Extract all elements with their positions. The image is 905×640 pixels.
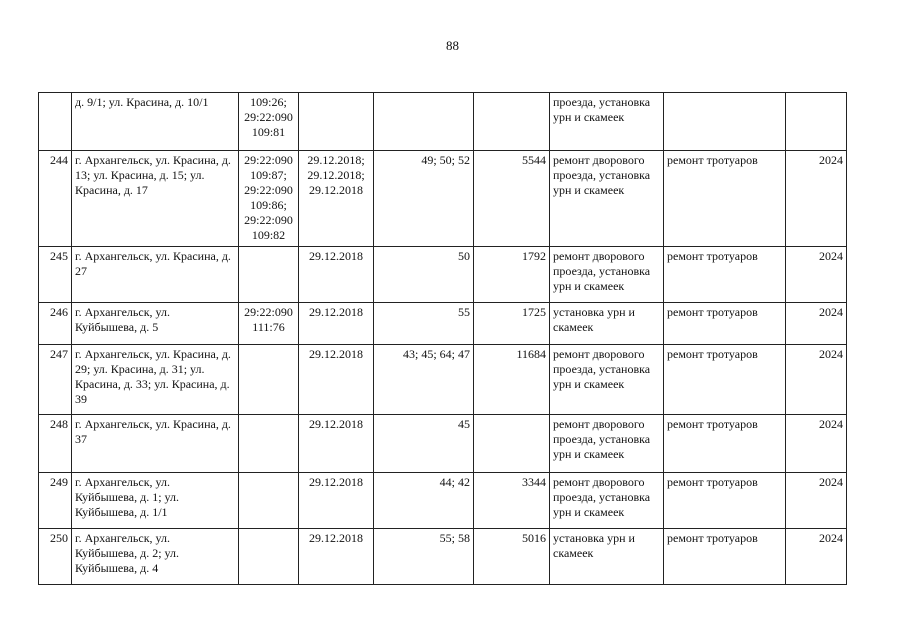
- area-cell: 5544: [474, 151, 550, 247]
- cadastral-cell: 29:22:090 111:76: [239, 303, 299, 345]
- ids-cell: 44; 42: [374, 473, 474, 529]
- works-cell: ремонт дворового проезда, установка урн и скамеек: [550, 151, 664, 247]
- address-cell: д. 9/1; ул. Красина, д. 10/1: [72, 93, 239, 151]
- extra-works-cell: ремонт тротуаров: [664, 345, 786, 415]
- row-number: 245: [39, 247, 72, 303]
- year-cell: 2024: [786, 345, 847, 415]
- extra-works-cell: ремонт тротуаров: [664, 303, 786, 345]
- area-cell: 11684: [474, 345, 550, 415]
- date-cell: 29.12.2018: [299, 345, 374, 415]
- area-cell: 5016: [474, 529, 550, 585]
- year-cell: 2024: [786, 473, 847, 529]
- ids-cell: 55: [374, 303, 474, 345]
- works-cell: установка урн и скамеек: [550, 303, 664, 345]
- date-cell: 29.12.2018; 29.12.2018; 29.12.2018: [299, 151, 374, 247]
- addresses-table: [38, 92, 847, 585]
- works-cell: проезда, установка урн и скамеек: [550, 93, 664, 151]
- ids-cell: 50: [374, 247, 474, 303]
- year-cell: 2024: [786, 415, 847, 473]
- area-cell: 1725: [474, 303, 550, 345]
- cadastral-cell: [239, 529, 299, 585]
- area-cell: [474, 415, 550, 473]
- area-cell: [474, 93, 550, 151]
- date-cell: 29.12.2018: [299, 247, 374, 303]
- year-cell: [786, 93, 847, 151]
- year-cell: 2024: [786, 303, 847, 345]
- address-cell: г. Архангельск, ул. Красина, д. 13; ул. Красина, д. 15; ул. Красина, д. 17: [72, 151, 239, 247]
- address-cell: г. Архангельск, ул. Красина, д. 37: [72, 415, 239, 473]
- table-row: [39, 529, 847, 585]
- extra-works-cell: ремонт тротуаров: [664, 473, 786, 529]
- works-cell: ремонт дворового проезда, установка урн и скамеек: [550, 473, 664, 529]
- cadastral-cell: 109:26; 29:22:090 109:81: [239, 93, 299, 151]
- cadastral-cell: [239, 415, 299, 473]
- row-number: 249: [39, 473, 72, 529]
- ids-cell: 43; 45; 64; 47: [374, 345, 474, 415]
- ids-cell: 45: [374, 415, 474, 473]
- date-cell: 29.12.2018: [299, 473, 374, 529]
- table-row: [39, 247, 847, 303]
- area-cell: 3344: [474, 473, 550, 529]
- ids-cell: [374, 93, 474, 151]
- table-row: [39, 151, 847, 247]
- works-cell: ремонт дворового проезда, установка урн и скамеек: [550, 415, 664, 473]
- ids-cell: 55; 58: [374, 529, 474, 585]
- date-cell: 29.12.2018: [299, 303, 374, 345]
- area-cell: 1792: [474, 247, 550, 303]
- works-cell: ремонт дворового проезда, установка урн и скамеек: [550, 345, 664, 415]
- row-number: 247: [39, 345, 72, 415]
- cadastral-cell: 29:22:090 109:87; 29:22:090 109:86; 29:22:090 109:82: [239, 151, 299, 247]
- table-row: [39, 473, 847, 529]
- table-row: [39, 93, 847, 151]
- date-cell: [299, 93, 374, 151]
- row-number: 248: [39, 415, 72, 473]
- address-cell: г. Архангельск, ул. Красина, д. 29; ул. Красина, д. 31; ул. Красина, д. 33; ул. Красина, д. 39: [72, 345, 239, 415]
- extra-works-cell: [664, 93, 786, 151]
- table-row: [39, 303, 847, 345]
- address-cell: г. Архангельск, ул. Красина, д. 27: [72, 247, 239, 303]
- cadastral-cell: [239, 247, 299, 303]
- ids-cell: 49; 50; 52: [374, 151, 474, 247]
- page-number: 88: [446, 38, 459, 53]
- year-cell: 2024: [786, 247, 847, 303]
- extra-works-cell: ремонт тротуаров: [664, 247, 786, 303]
- date-cell: 29.12.2018: [299, 529, 374, 585]
- table-row: [39, 345, 847, 415]
- address-cell: г. Архангельск, ул. Куйбышева, д. 2; ул. Куйбышева, д. 4: [72, 529, 239, 585]
- year-cell: 2024: [786, 529, 847, 585]
- extra-works-cell: ремонт тротуаров: [664, 151, 786, 247]
- extra-works-cell: ремонт тротуаров: [664, 415, 786, 473]
- row-number: 246: [39, 303, 72, 345]
- address-cell: г. Архангельск, ул. Куйбышева, д. 1; ул. Куйбышева, д. 1/1: [72, 473, 239, 529]
- cadastral-cell: [239, 345, 299, 415]
- table-row: [39, 415, 847, 473]
- date-cell: 29.12.2018: [299, 415, 374, 473]
- row-number: [39, 93, 72, 151]
- row-number: 244: [39, 151, 72, 247]
- extra-works-cell: ремонт тротуаров: [664, 529, 786, 585]
- cadastral-cell: [239, 473, 299, 529]
- row-number: 250: [39, 529, 72, 585]
- works-cell: установка урн и скамеек: [550, 529, 664, 585]
- works-cell: ремонт дворового проезда, установка урн и скамеек: [550, 247, 664, 303]
- year-cell: 2024: [786, 151, 847, 247]
- table-body: [39, 93, 847, 585]
- address-cell: г. Архангельск, ул. Куйбышева, д. 5: [72, 303, 239, 345]
